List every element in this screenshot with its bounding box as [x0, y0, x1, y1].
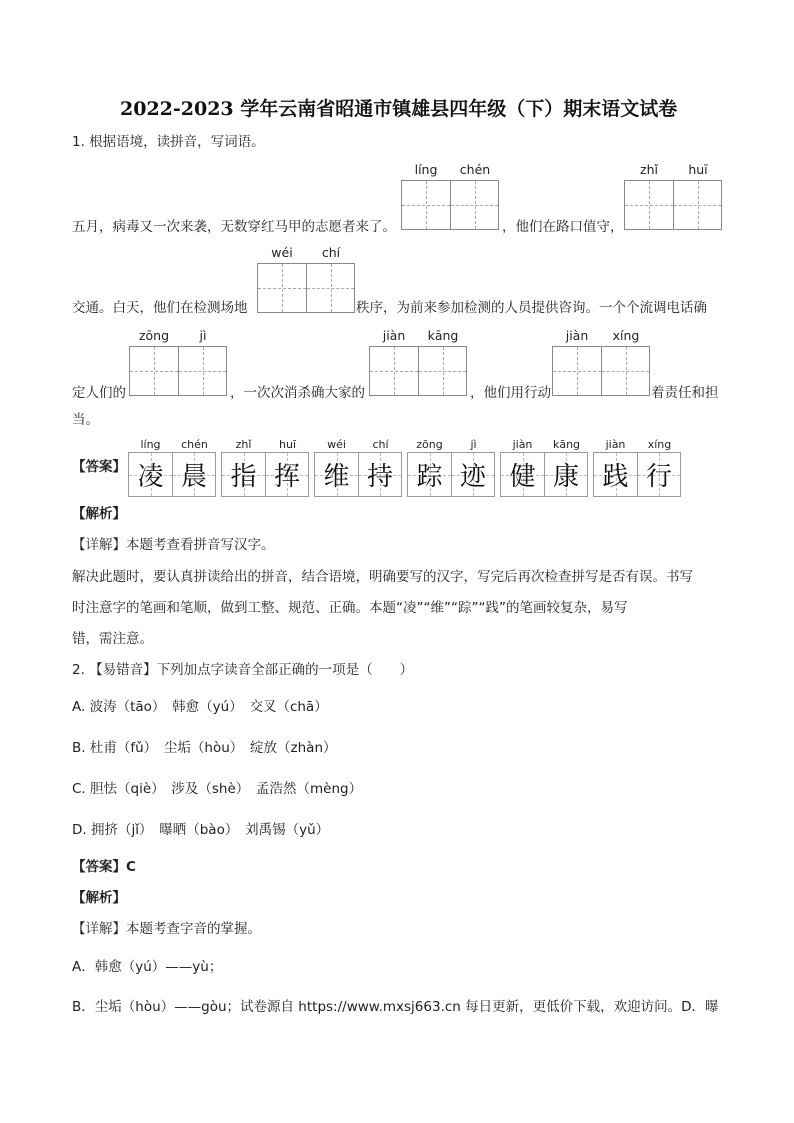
answer-word-2	[221, 452, 309, 497]
pinyin: jiàn	[512, 438, 533, 451]
q1-line3-c: ，他们用行动	[470, 385, 551, 401]
answer-box-2[interactable]	[624, 180, 722, 230]
q1-explanation-2: 时注意字的笔画和笔顺，做到工整、规范、正确。本题“凌”“维”“踪”“践”的笔画较复杂，易写	[72, 600, 628, 616]
answer-word-4	[407, 452, 495, 497]
answer-box-5[interactable]	[369, 346, 467, 396]
q2-prompt: 2. 【易错音】下列加点字读音全部正确的一项是（ ）	[72, 662, 414, 678]
answer-word-5	[500, 452, 588, 497]
pinyin: jì	[470, 438, 477, 451]
answer-char: 迹	[459, 462, 486, 492]
answer-char: 晨	[180, 462, 207, 492]
pinyin: wéi	[327, 438, 346, 451]
answer-word-1	[128, 452, 216, 497]
answer-word-3	[314, 452, 402, 497]
answer-box-6[interactable]	[552, 346, 650, 396]
q2-analysis-label: 【解析】	[72, 890, 126, 906]
pinyin: jiàn	[382, 328, 406, 343]
pinyin: kāng	[552, 438, 581, 451]
pinyin: xíng	[612, 328, 640, 343]
answer-box-4[interactable]	[129, 346, 227, 396]
q2-option-a: A. 波涛（tāo） 韩愈（yú） 交叉（chā）	[72, 699, 328, 715]
pinyin: chén	[181, 438, 208, 451]
page-title: 2022-2023 学年云南省昭通市镇雄县四年级（下）期末语文试卷	[120, 98, 678, 120]
q1-explanation-1: 解决此题时，要认真拼读给出的拼音，结合语境，明确要写的汉字，写完后再次检查拼写是否有误。书写	[72, 569, 693, 585]
answer-char: 维	[323, 462, 350, 492]
pinyin: jiàn	[565, 328, 589, 343]
q2-option-b: B. 杜甫（fǔ） 尘垢（hòu） 绽放（zhàn）	[72, 740, 337, 756]
q1-line2-b: 秩序，为前来参加检测的人员提供咨询。一个个流调电话确	[356, 300, 707, 316]
q1-line1-b: ，他们在路口值守，	[502, 219, 624, 235]
pinyin: chí	[372, 438, 389, 451]
answer-label: 【答案】	[72, 459, 126, 475]
answer-char: 踪	[416, 462, 443, 492]
analysis-label: 【解析】	[72, 506, 126, 522]
q1-detail: 【详解】本题考查看拼音写汉字。	[72, 537, 275, 553]
answer-char: 行	[645, 462, 672, 492]
answer-char: 康	[552, 462, 579, 492]
answer-char: 健	[509, 462, 536, 492]
pinyin: chí	[321, 245, 341, 260]
q2-answer: 【答案】C	[72, 859, 136, 875]
q2-option-c: C. 胆怯（qiè） 涉及（shè） 孟浩然（mèng）	[72, 781, 363, 797]
pinyin: jì	[199, 328, 207, 343]
q1-explanation-3: 错，需注意。	[72, 631, 153, 647]
answer-box-1[interactable]	[401, 180, 499, 230]
answer-box-3[interactable]	[257, 263, 355, 313]
q2-line-b: B．尘垢（hòu）——gòu；试卷源自 https://www.mxsj663.cn 每日更新，更低价下载，欢迎访问。D．曝	[72, 999, 719, 1015]
pinyin: wéi	[271, 245, 293, 260]
pinyin: zōng	[416, 438, 443, 451]
pinyin: huī	[279, 438, 296, 451]
pinyin: jiàn	[605, 438, 626, 451]
q2-detail: 【详解】本题考查字音的掌握。	[72, 921, 261, 937]
q2-line-a: A．韩愈（yú）——yù；	[72, 959, 223, 975]
q1-line1-a: 五月，病毒又一次来袭，无数穿红马甲的志愿者来了。	[72, 219, 396, 235]
q1-line3-d: 着责任和担	[651, 385, 719, 401]
pinyin: chén	[459, 162, 491, 177]
pinyin: kāng	[427, 328, 459, 343]
pinyin: líng	[414, 162, 438, 177]
pinyin: xíng	[647, 438, 672, 451]
q1-prompt: 1. 根据语境，读拼音，写词语。	[72, 134, 265, 150]
q1-line2-a: 交通。白天，他们在检测场地	[72, 300, 248, 316]
pinyin: líng	[140, 438, 161, 451]
answer-word-6	[593, 452, 681, 497]
pinyin: zōng	[138, 328, 170, 343]
pinyin: zhǐ	[235, 438, 252, 451]
q1-line3-b: ，一次次消杀确大家的	[230, 385, 365, 401]
q2-option-d: D. 拥挤（jǐ） 曝晒（bào） 刘禹锡（yǔ）	[72, 822, 330, 838]
answer-char: 指	[230, 462, 257, 492]
q1-line3-a: 定人们的	[72, 385, 126, 401]
answer-char: 持	[366, 462, 393, 492]
q1-line4: 当。	[72, 412, 99, 428]
pinyin: zhǐ	[640, 162, 658, 177]
answer-char: 践	[602, 462, 629, 492]
answer-char: 凌	[137, 462, 164, 492]
answer-char: 挥	[273, 462, 300, 492]
pinyin: huī	[688, 162, 708, 177]
